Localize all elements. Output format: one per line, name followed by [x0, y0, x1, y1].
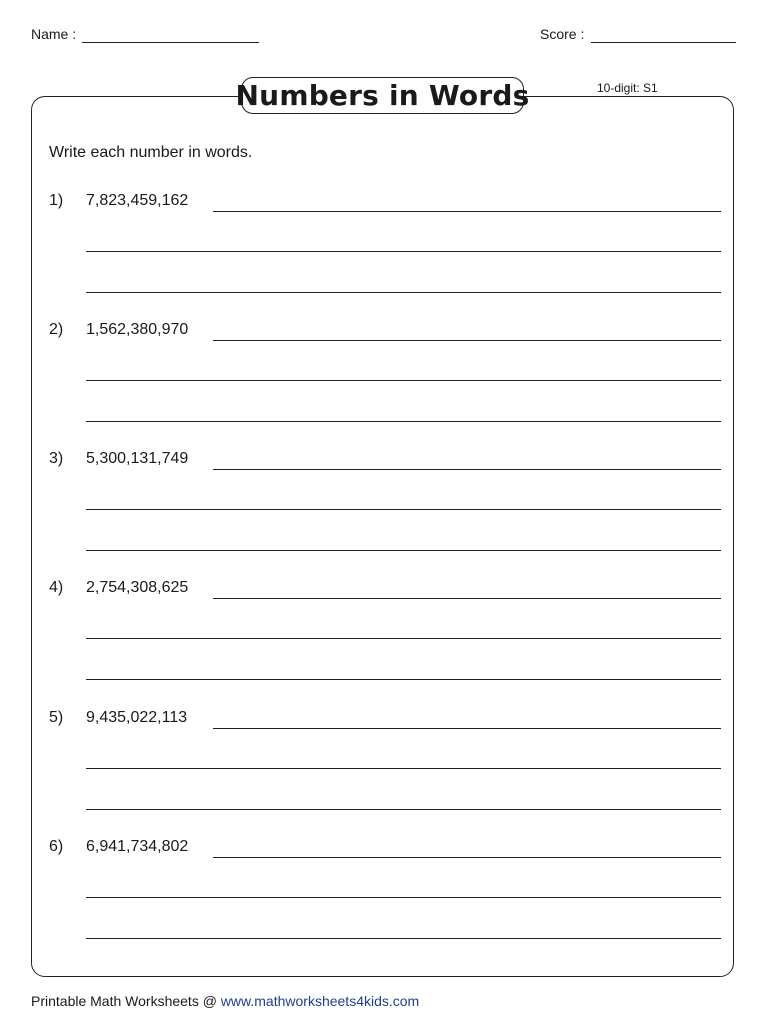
problem-value: 1,562,380,970	[86, 321, 189, 338]
answer-line[interactable]	[213, 728, 721, 729]
problem-number: 4)	[49, 579, 64, 596]
answer-line[interactable]	[213, 857, 721, 858]
score-input-line[interactable]	[591, 42, 736, 43]
answer-line[interactable]	[213, 211, 721, 212]
name-input-line[interactable]	[82, 42, 259, 43]
answer-line[interactable]	[213, 469, 721, 470]
problem-5	[0, 708, 768, 818]
answer-line[interactable]	[86, 251, 721, 252]
problem-6	[0, 837, 768, 947]
score-label: Score :	[540, 26, 585, 42]
problem-number: 3)	[49, 450, 64, 467]
footer-prefix: Printable Math Worksheets @	[31, 993, 221, 1009]
answer-line[interactable]	[213, 340, 721, 341]
problem-value: 7,823,459,162	[86, 192, 189, 209]
answer-line[interactable]	[86, 809, 721, 810]
problem-3	[0, 449, 768, 559]
instruction-text: Write each number in words.	[49, 144, 253, 161]
problem-1	[0, 191, 768, 301]
problem-number: 5)	[49, 709, 64, 726]
problem-2	[0, 320, 768, 430]
answer-line[interactable]	[86, 421, 721, 422]
footer	[31, 992, 419, 1010]
answer-line[interactable]	[86, 550, 721, 551]
problem-number: 1)	[49, 192, 64, 209]
page-title: Numbers in Words	[235, 78, 530, 112]
problem-value: 9,435,022,113	[86, 709, 188, 726]
answer-line[interactable]	[86, 292, 721, 293]
problem-number: 2)	[49, 321, 64, 338]
problem-value: 6,941,734,802	[86, 838, 189, 855]
answer-line[interactable]	[86, 638, 721, 639]
problem-4	[0, 578, 768, 688]
answer-line[interactable]	[86, 938, 721, 939]
answer-line[interactable]	[86, 679, 721, 680]
answer-line[interactable]	[86, 768, 721, 769]
answer-line[interactable]	[86, 897, 721, 898]
problem-number: 6)	[49, 838, 64, 855]
answer-line[interactable]	[86, 509, 721, 510]
title-box	[235, 77, 530, 114]
answer-line[interactable]	[86, 380, 721, 381]
answer-line[interactable]	[213, 598, 721, 599]
problem-value: 2,754,308,625	[86, 579, 189, 596]
problem-value: 5,300,131,749	[86, 450, 189, 467]
footer-link[interactable]: www.mathworksheets4kids.com	[220, 993, 420, 1009]
worksheet-code: 10-digit: S1	[597, 81, 658, 95]
name-label: Name :	[31, 26, 77, 42]
